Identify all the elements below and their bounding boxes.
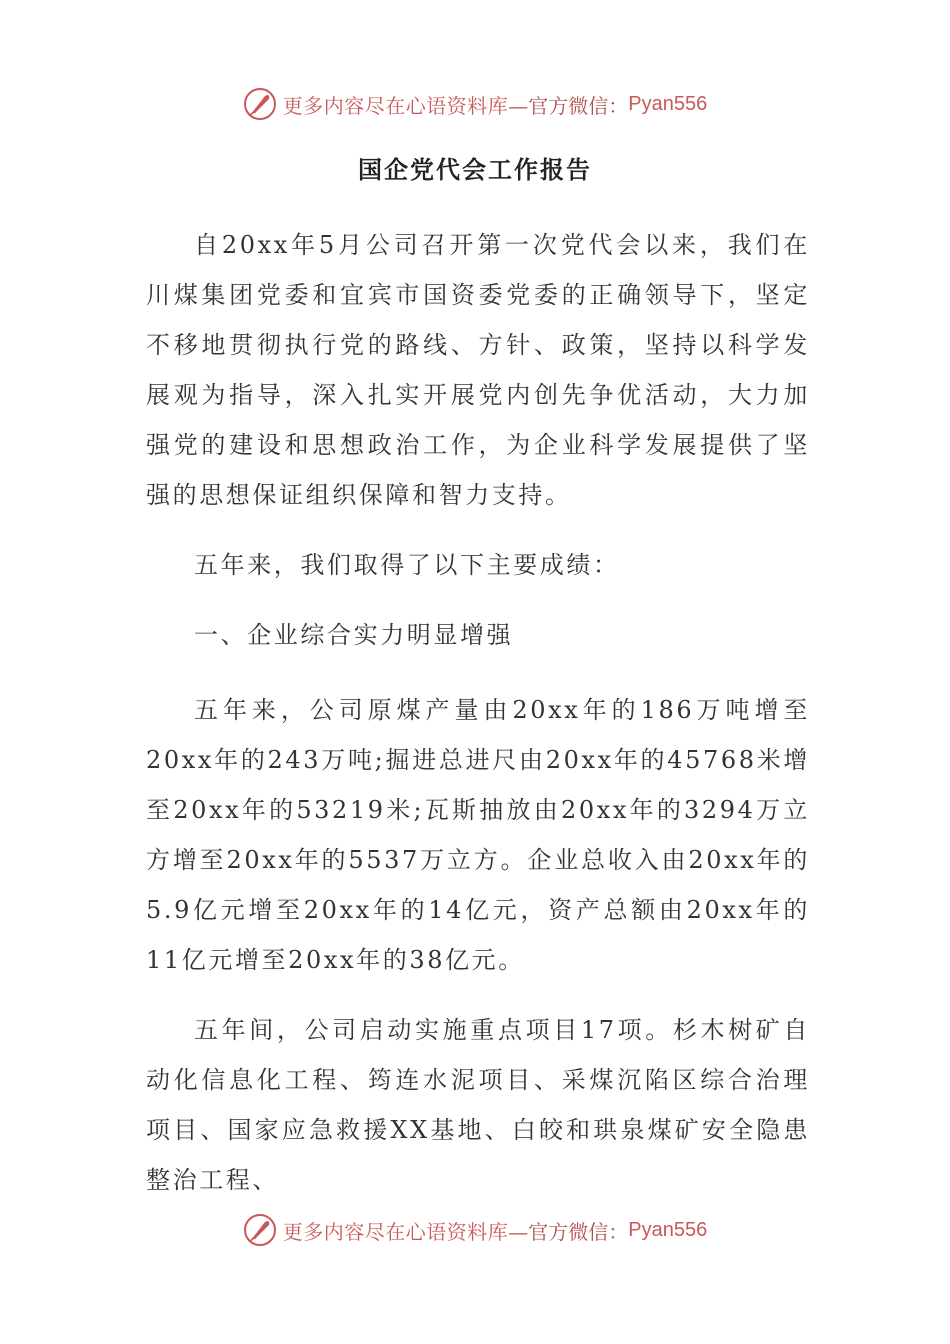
watermark-wechat-label: —官方微信： (508, 93, 629, 118)
paragraph-production-stats: 五年来，公司原煤产量由20xx年的186万吨增至20xx年的243万吨;掘进总进尺由20xx年的45768米增至20xx年的53219米;瓦斯抽放由20xx年的3294万立方增至20xx年的5537万立方。企业总收入由20xx年的5.9亿元增至20xx年的14亿元，资产总额由20xx年的11亿元增至20xx年的38亿元。 (146, 696, 810, 974)
watermark-wechat-id: Pyan556 (628, 92, 708, 115)
paragraph-intro: 自20xx年5月公司召开第一次党代会以来，我们在川煤集团党委和宜宾市国资委党委的正确领导下，坚定不移地贯彻执行党的路线、方针、政策，坚持以科学发展观为指导，深入扎实开展党内创先争优活动，大力加强党的建设和思想政治工作，为企业科学发展提供了坚强的思想保证组织保障和智力支持。 (146, 231, 810, 509)
watermark-wechat-label: —官方微信： (508, 1219, 629, 1244)
watermark-slogan: 更多内容尽在心语资料库 (282, 93, 509, 118)
section-heading-1: 一、企业综合实力明显增强 (194, 621, 514, 649)
footer-watermark-banner (0, 1210, 950, 1250)
quill-pen-circle-icon (243, 1213, 277, 1247)
watermark-slogan: 更多内容尽在心语资料库 (282, 1219, 509, 1244)
document-title: 国企党代会工作报告 (358, 155, 592, 184)
paragraph-achievements-lead: 五年来，我们取得了以下主要成绩： (194, 551, 620, 579)
paragraph-key-projects: 五年间，公司启动实施重点项目17项。杉木树矿自动化信息化工程、筠连水泥项目、采煤沉陷区综合治理项目、国家应急救援XX基地、白皎和珙泉煤矿安全隐患整治工程、 (146, 1016, 810, 1194)
quill-pen-circle-icon (243, 87, 277, 121)
watermark-wechat-id: Pyan556 (628, 1218, 708, 1241)
header-watermark-banner (0, 84, 950, 124)
